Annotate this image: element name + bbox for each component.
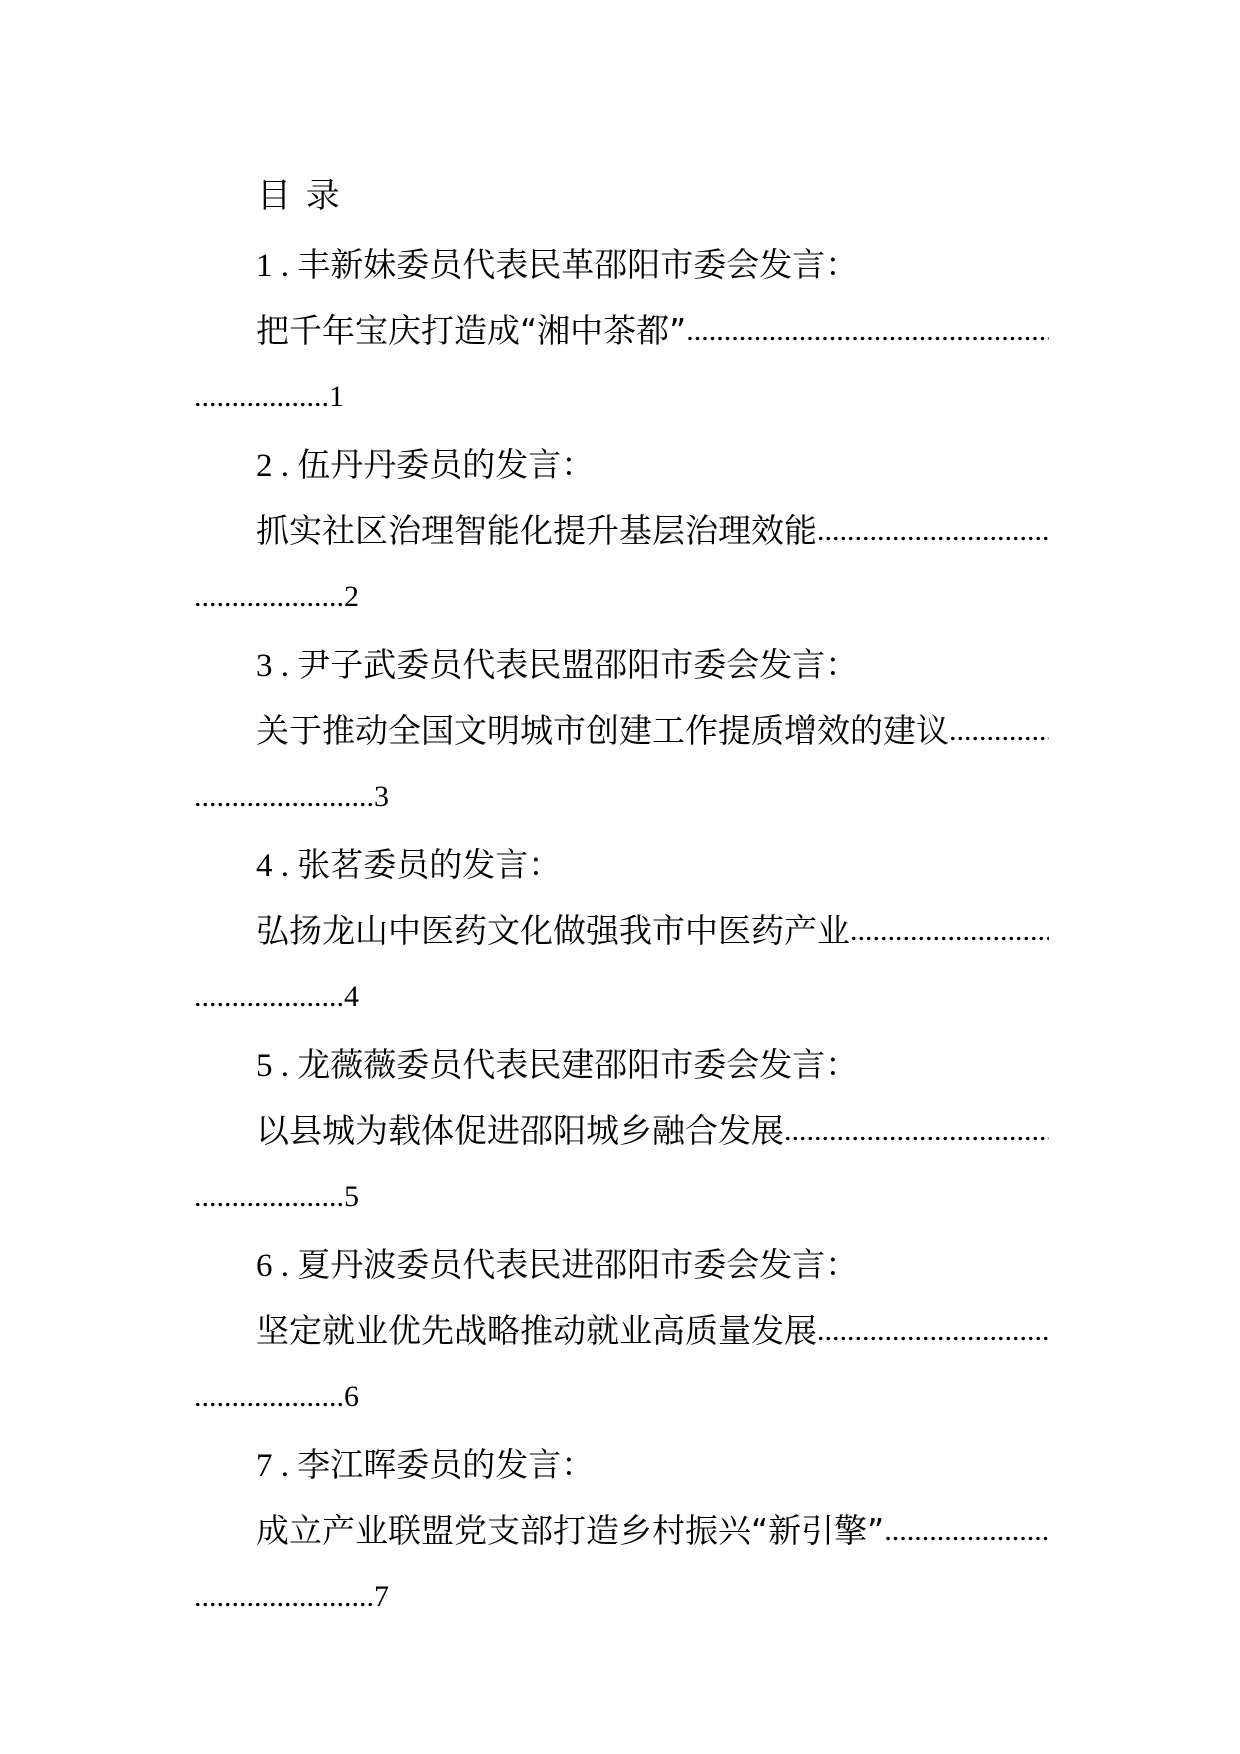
toc-entry-page-number: 6 [344,1380,359,1413]
toc-entry-page-number: 7 [374,1580,389,1613]
toc-entry [194,441,1049,621]
toc-entry-title: 坚定就业优先战略推动就业高质量发展 [256,1311,817,1350]
toc-entry-page-number: 5 [344,1180,359,1213]
toc-entry-speaker-text: 尹子武委员代表民盟邵阳市委会发言： [297,645,859,684]
dot-leader [850,907,1049,955]
dot-leader: ........................ [194,1580,374,1613]
toc-entry-speaker: 6 . 夏丹波委员代表民进邵阳市委会发言： [256,1245,859,1284]
toc-entry-speaker: 4 . 张茗委员的发言： [256,845,562,884]
toc-entry [194,241,1049,421]
toc-entry-page-line [194,1173,1049,1221]
toc-entry-number: 5 [256,1048,273,1084]
toc-entry [194,841,1049,1021]
toc-entry-number: 7 [256,1448,273,1484]
toc-entry [194,641,1049,821]
toc-entry-page-number: 4 [344,980,359,1013]
toc-title: 目 录 [257,176,342,216]
dot-leader [686,307,1049,355]
toc-entry-title-line[interactable] [194,1307,1049,1355]
toc-entry-title: 抓实社区治理智能化提升基层治理效能 [256,511,817,550]
toc-entry-page-number: 2 [344,580,359,613]
toc-entry-page-number: 3 [374,780,389,813]
toc-entry-page-line [194,1573,1049,1621]
toc-entry-title: 关于推动全国文明城市创建工作提质增效的建议 [256,711,949,750]
toc-entry-title: 以县城为载体促进邵阳城乡融合发展 [256,1111,784,1150]
toc-entry-number: 4 [256,848,273,884]
toc-entry-page-line [194,573,1049,621]
toc-entry [194,1241,1049,1421]
dot-leader [949,707,1049,755]
toc-entry-title-line[interactable] [194,307,1049,355]
dot-leader: .................... [194,1380,344,1413]
toc-entry-number: 1 [256,248,273,284]
dot-leader [817,1307,1049,1355]
toc-entry-title-line[interactable] [194,507,1049,555]
toc-entry-speaker-text: 龙薇薇委员代表民建邵阳市委会发言： [297,1045,859,1084]
toc-entry-title-line[interactable] [194,1107,1049,1155]
toc-entry-speaker: 2 . 伍丹丹委员的发言： [256,445,595,484]
toc-entry-speaker: 3 . 尹子武委员代表民盟邵阳市委会发言： [256,645,859,684]
dot-leader: .................. [194,380,329,413]
toc-entry-page-line [194,373,1049,421]
toc-entry [194,1441,1049,1621]
dot-leader: .................... [194,580,344,613]
toc-entry-page-number: 1 [329,380,344,413]
toc-entry-title-line[interactable] [194,907,1049,955]
toc-entry-number: 2 [256,448,273,484]
toc-entry-title: 把千年宝庆打造成“湘中茶都” [256,311,687,350]
toc-list [194,241,1049,1641]
toc-entry-speaker: 1 . 丰新妹委员代表民革邵阳市委会发言： [256,245,859,284]
toc-entry-page-line [194,1373,1049,1421]
dot-leader: ........................ [194,780,374,813]
toc-entry-speaker: 7 . 李江晖委员的发言： [256,1445,595,1484]
dot-leader [884,1507,1049,1555]
toc-entry-speaker-text: 张茗委员的发言： [297,845,562,884]
toc-entry-speaker: 5 . 龙薇薇委员代表民建邵阳市委会发言： [256,1045,859,1084]
dot-leader [784,1107,1049,1155]
toc-entry-speaker-text: 李江晖委员的发言： [297,1445,595,1484]
toc-entry-speaker-text: 伍丹丹委员的发言： [297,445,595,484]
toc-entry-page-line [194,973,1049,1021]
toc-entry-title: 弘扬龙山中医药文化做强我市中医药产业 [256,911,850,950]
toc-entry-number: 6 [256,1248,273,1284]
toc-entry-title-line[interactable] [194,1507,1049,1555]
dot-leader [817,507,1049,555]
toc-entry-title-line[interactable] [194,707,1049,755]
toc-entry-title: 成立产业联盟党支部打造乡村振兴“新引擎” [256,1511,885,1550]
dot-leader: .................... [194,980,344,1013]
toc-entry [194,1041,1049,1221]
toc-entry-speaker-text: 丰新妹委员代表民革邵阳市委会发言： [297,245,859,284]
dot-leader: .................... [194,1180,344,1213]
toc-entry-page-line [194,773,1049,821]
toc-entry-number: 3 [256,648,273,684]
toc-entry-speaker-text: 夏丹波委员代表民进邵阳市委会发言： [297,1245,859,1284]
